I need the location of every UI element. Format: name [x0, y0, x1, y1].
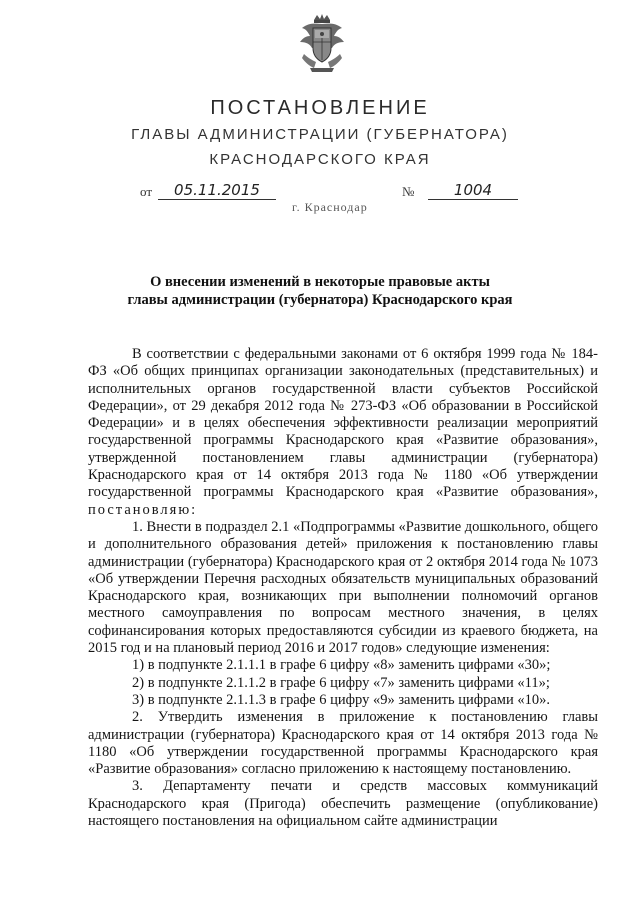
preamble-text: В соответствии с федеральными законами от 6 октября 1999 года № 184-ФЗ «Об общих принципах организации законодательных (представительных) и исполнительных органов государственной власти субъектов Российской Федерации», от 29 декабря 2012 года № 273-ФЗ «Об образовании в Российской Федерации» и в целях обеспечения эффективности реализации мероприятий государственной программы Краснодарского края «Развитие образования», утвержденной постановлением главы администрации (губернатора) Краснодарского края от 14 октября 2013 года № 1180 «Об утверждении государственной программы Краснодарского края «Развитие образования», — [88, 346, 598, 501]
subitem-1-paragraph: 1) в подпункте 2.1.1.1 в графе 6 цифру «8» заменить цифрами «30»; — [132, 657, 551, 674]
item-1-paragraph: 1. Внести в подраздел 2.1 «Подпрограммы «Развитие дошкольного, общего и дополнительного образования детей» приложения к постановлению главы администрации (губернатора) Краснодарского края от 2 октября 2014 года № 1073 «Об утверждении Перечня расходных обязательств муниципальных образований Краснодарского края, возникающих при выполнении полномочий органов местного самоуправления по вопросам местного значения, в целях софинансирования которых предоставляются субсидии из краевого бюджета, на 2015 год и на плановый период 2016 и 2017 годов» следующие изменения: — [88, 518, 598, 657]
item-2-paragraph: 2. Утвердить изменения в приложение к постановлению главы администрации (губернатора) Краснодарского края от 14 октября 2013 года № 1180 «Об утверждении государственной программы Краснодарского края «Развитие образования» согласно приложению к настоящему постановлению. — [88, 709, 598, 778]
place-of-issue: г. Краснодар — [292, 200, 368, 214]
coat-of-arms-icon — [296, 14, 348, 74]
document-title-line-2: главы администрации (губернатора) Краснодарского края — [127, 292, 513, 308]
subitem-3-paragraph: 3) в подпункте 2.1.1.3 в графе 6 цифру «9» заменить цифрами «10». — [132, 691, 550, 708]
issuer-line-2: КРАСНОДАРСКОГО КРАЯ — [209, 151, 431, 168]
item-3-paragraph: 3. Департаменту печати и средств массовых коммуникаций Краснодарского края (Пригода) обеспечить размещение (опубликование) настоящего постановления на официальном сайте администрации — [88, 778, 598, 830]
date-value: 05.11.2015 — [158, 181, 276, 200]
decree-word: постановляю: — [88, 501, 198, 518]
document-title-line-1: О внесении изменений в некоторые правовые акты — [150, 274, 490, 290]
date-label: от — [140, 184, 153, 199]
subitem-2-paragraph: 2) в подпункте 2.1.1.2 в графе 6 цифру «7» заменить цифрами «11»; — [132, 674, 550, 691]
number-value: 1004 — [428, 181, 518, 200]
number-label: № — [402, 184, 415, 199]
document-body — [88, 346, 598, 830]
document-type-heading: ПОСТАНОВЛЕНИЕ — [210, 97, 430, 119]
preamble-paragraph — [88, 346, 598, 519]
issuer-line-1: ГЛАВЫ АДМИНИСТРАЦИИ (ГУБЕРНАТОРА) — [131, 126, 509, 143]
